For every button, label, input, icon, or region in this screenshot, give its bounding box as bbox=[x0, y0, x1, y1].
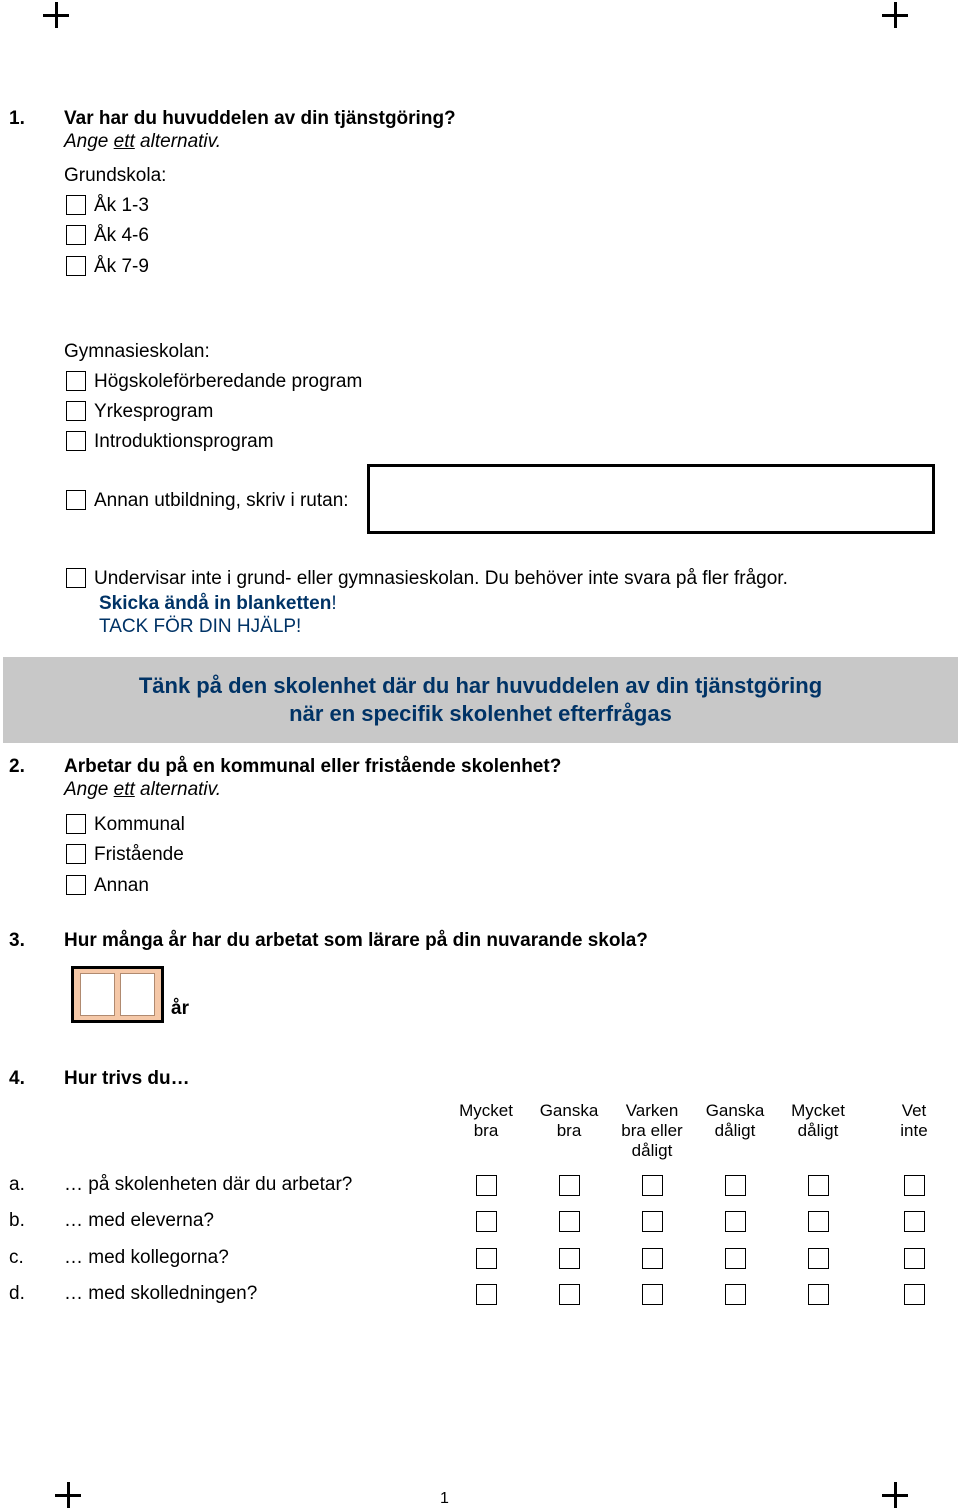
q4-row-letter: d. bbox=[9, 1283, 25, 1304]
registration-mark-bottom-left bbox=[55, 1482, 81, 1508]
q4-column-header-line: Ganska bbox=[705, 1101, 765, 1120]
q2-number: 2. bbox=[9, 756, 25, 777]
checkbox-kommunal[interactable] bbox=[66, 814, 86, 834]
checkbox-friststaende[interactable] bbox=[66, 844, 86, 864]
info-banner bbox=[3, 657, 958, 743]
years-digit-2[interactable] bbox=[120, 973, 155, 1016]
registration-mark-bottom-right bbox=[882, 1482, 908, 1508]
q1-instruction-pre: Ange bbox=[64, 131, 114, 152]
years-digit-1[interactable] bbox=[80, 973, 115, 1016]
q4-rating-checkbox[interactable] bbox=[476, 1175, 497, 1196]
q4-rating-checkbox[interactable] bbox=[642, 1175, 663, 1196]
grundskola-label: Grundskola: bbox=[64, 165, 167, 186]
option-ak-4-6: Åk 4-6 bbox=[94, 225, 149, 246]
registration-mark-top-left bbox=[43, 2, 69, 28]
q4-column-header-line: dåligt bbox=[631, 1141, 673, 1160]
q2-instruction-post: alternativ. bbox=[134, 779, 222, 800]
option-undervisar-inte: Undervisar inte i grund- eller gymnasieskolan. Du behöver inte svara på fler frågor. bbox=[94, 568, 788, 589]
skicka-bold: Skicka ändå in blanketten bbox=[99, 593, 332, 614]
checkbox-yrkesprogram[interactable] bbox=[66, 401, 86, 421]
q4-column-header-line: bra eller bbox=[621, 1121, 683, 1140]
q1-instruction-ett: ett bbox=[113, 131, 135, 152]
banner-line-2: när en specifik skolenhet efterfrågas bbox=[289, 701, 672, 726]
q4-rating-checkbox[interactable] bbox=[808, 1175, 829, 1196]
option-ak-7-9: Åk 7-9 bbox=[94, 256, 149, 277]
page-number: 1 bbox=[440, 1490, 449, 1507]
checkbox-ak-1-3[interactable] bbox=[66, 195, 86, 215]
q4-rating-checkbox[interactable] bbox=[904, 1248, 925, 1269]
q1-instruction-post: alternativ. bbox=[134, 131, 222, 152]
q4-column-header-line: dåligt bbox=[714, 1121, 756, 1140]
q2-instruction-ett: ett bbox=[113, 779, 135, 800]
q1-question: Var har du huvuddelen av din tjänstgöring? bbox=[64, 108, 456, 129]
q4-rating-checkbox[interactable] bbox=[559, 1284, 580, 1305]
q4-row-letter: a. bbox=[9, 1174, 25, 1195]
q4-row-text: … med eleverna? bbox=[64, 1210, 214, 1231]
q4-rating-checkbox[interactable] bbox=[476, 1284, 497, 1305]
option-yrkesprogram: Yrkesprogram bbox=[94, 401, 214, 422]
q4-rating-checkbox[interactable] bbox=[559, 1211, 580, 1232]
q4-number: 4. bbox=[9, 1068, 25, 1089]
q1-instruction bbox=[64, 131, 221, 153]
q2-instruction bbox=[64, 779, 221, 801]
q4-column-header-line: Mycket bbox=[459, 1101, 513, 1120]
q4-column-header-line: dåligt bbox=[797, 1121, 839, 1140]
option-friststaende: Fristående bbox=[94, 844, 184, 865]
q4-column-header bbox=[607, 1101, 697, 1161]
q4-column-header-line: Vet bbox=[901, 1101, 927, 1120]
q4-column-header bbox=[869, 1101, 959, 1141]
q4-rating-checkbox[interactable] bbox=[476, 1248, 497, 1269]
q4-rating-checkbox[interactable] bbox=[808, 1284, 829, 1305]
checkbox-annan[interactable] bbox=[66, 875, 86, 895]
q4-column-header bbox=[441, 1101, 531, 1141]
years-unit: år bbox=[171, 998, 189, 1019]
q3-number: 3. bbox=[9, 930, 25, 951]
option-hogskoleforberedande: Högskoleförberedande program bbox=[94, 371, 363, 392]
q4-column-header-line: Ganska bbox=[539, 1101, 599, 1120]
q4-row-letter: c. bbox=[9, 1247, 24, 1268]
q4-column-header bbox=[690, 1101, 780, 1141]
q4-rating-checkbox[interactable] bbox=[904, 1175, 925, 1196]
option-ak-1-3: Åk 1-3 bbox=[94, 195, 149, 216]
tack-text: TACK FÖR DIN HJÄLP! bbox=[99, 616, 302, 637]
q4-column-header bbox=[524, 1101, 614, 1141]
banner-line-1: Tänk på den skolenhet där du har huvuddelen av din tjänstgöring bbox=[138, 673, 823, 698]
q4-rating-checkbox[interactable] bbox=[725, 1284, 746, 1305]
annan-utbildning-textbox[interactable] bbox=[367, 464, 935, 534]
skicka-tail: ! bbox=[331, 593, 337, 614]
option-introduktionsprogram: Introduktionsprogram bbox=[94, 431, 274, 452]
q4-column-header-line: Varken bbox=[625, 1101, 679, 1120]
q4-rating-checkbox[interactable] bbox=[642, 1248, 663, 1269]
years-input-box[interactable] bbox=[71, 966, 164, 1023]
q4-rating-checkbox[interactable] bbox=[808, 1211, 829, 1232]
q4-column-header-line: bra bbox=[556, 1121, 582, 1140]
q4-rating-checkbox[interactable] bbox=[642, 1211, 663, 1232]
q4-rating-checkbox[interactable] bbox=[725, 1175, 746, 1196]
q4-rating-checkbox[interactable] bbox=[904, 1211, 925, 1232]
q4-column-header-line: bra bbox=[473, 1121, 499, 1140]
gymnasieskolan-label: Gymnasieskolan: bbox=[64, 341, 210, 362]
q4-column-header-line: inte bbox=[900, 1121, 928, 1140]
checkbox-undervisar-inte[interactable] bbox=[66, 568, 86, 588]
checkbox-hogskoleforberedande[interactable] bbox=[66, 371, 86, 391]
skicka-notice bbox=[99, 593, 337, 615]
q4-column-header-line: Mycket bbox=[791, 1101, 845, 1120]
q4-rating-checkbox[interactable] bbox=[476, 1211, 497, 1232]
q4-rating-checkbox[interactable] bbox=[559, 1175, 580, 1196]
q4-rating-checkbox[interactable] bbox=[559, 1248, 580, 1269]
q4-column-header bbox=[773, 1101, 863, 1141]
option-kommunal: Kommunal bbox=[94, 814, 185, 835]
checkbox-annan-utbildning[interactable] bbox=[66, 490, 86, 510]
q4-rating-checkbox[interactable] bbox=[642, 1284, 663, 1305]
registration-mark-top-right bbox=[882, 2, 908, 28]
q2-question: Arbetar du på en kommunal eller fristående skolenhet? bbox=[64, 756, 562, 777]
q4-rating-checkbox[interactable] bbox=[725, 1248, 746, 1269]
q4-question: Hur trivs du… bbox=[64, 1068, 190, 1089]
q4-row-text: … med skolledningen? bbox=[64, 1283, 258, 1304]
q4-rating-checkbox[interactable] bbox=[808, 1248, 829, 1269]
option-annan: Annan bbox=[94, 875, 149, 896]
checkbox-ak-4-6[interactable] bbox=[66, 225, 86, 245]
option-annan-utbildning: Annan utbildning, skriv i rutan: bbox=[94, 490, 349, 511]
q4-rating-checkbox[interactable] bbox=[904, 1284, 925, 1305]
q2-instruction-pre: Ange bbox=[64, 779, 114, 800]
q4-rating-checkbox[interactable] bbox=[725, 1211, 746, 1232]
q4-row-text: … på skolenheten där du arbetar? bbox=[64, 1174, 353, 1195]
q4-row-text: … med kollegorna? bbox=[64, 1247, 229, 1268]
checkbox-introduktionsprogram[interactable] bbox=[66, 431, 86, 451]
q4-row-letter: b. bbox=[9, 1210, 25, 1231]
checkbox-ak-7-9[interactable] bbox=[66, 256, 86, 276]
q3-question: Hur många år har du arbetat som lärare på din nuvarande skola? bbox=[64, 930, 648, 951]
q1-number: 1. bbox=[9, 108, 25, 129]
